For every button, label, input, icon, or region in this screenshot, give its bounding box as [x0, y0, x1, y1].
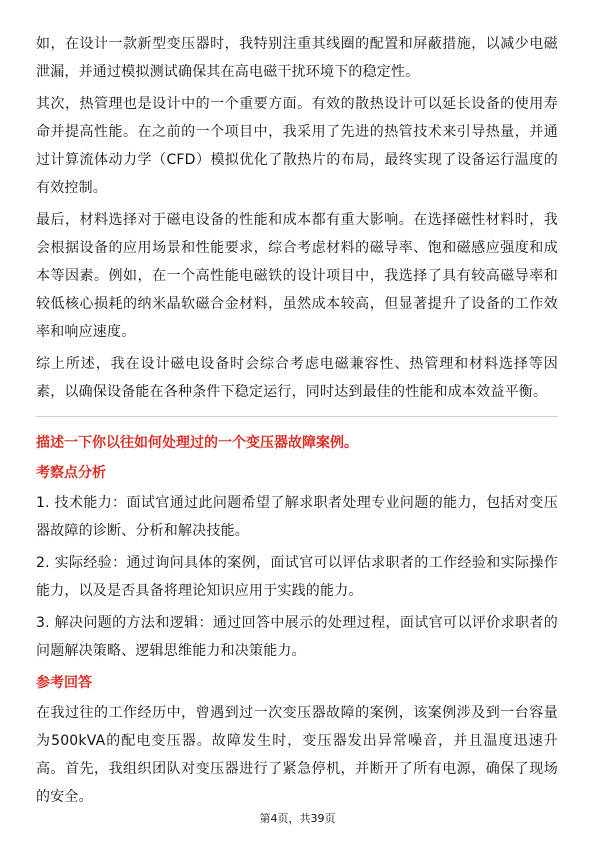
interview-question: 描述一下你以往如何处理过的一个变压器故障案例。	[36, 435, 358, 451]
answer-paragraph: 在我过往的工作经历中，曾遇到过一次变压器故障的案例，该案例涉及到一台容量为500kVA的配电变压器。故障发生时，变压器发出异常噪音，并且温度迅速升高。首先，我组织团队对变压器进行了紧急停机，并断开了所有电源，确保了现场的安全。	[36, 705, 558, 805]
document-page	[36, 30, 558, 815]
answer-heading: 参考回答	[36, 675, 92, 691]
analysis-point: 2. 实际经验：通过询问具体的案例，面试官可以评估求职者的工作经验和实际操作能力，以及是否具备将理论知识应用于实践的能力。	[36, 555, 558, 599]
paragraph: 如，在设计一款新型变压器时，我特别注重其线圈的配置和屏蔽措施，以减少电磁泄漏，并通过模拟测试确保其在高电磁干扰环境下的稳定性。	[36, 36, 558, 80]
paragraph: 其次，热管理也是设计中的一个重要方面。有效的散热设计可以延长设备的使用寿命并提高性能。在之前的一个项目中，我采用了先进的热管技术来引导热量，并通过计算流体动力学（CFD）模拟优化了散热片的布局，最终实现了设备运行温度的有效控制。	[36, 96, 558, 196]
paragraph: 综上所述，我在设计磁电设备时会综合考虑电磁兼容性、热管理和材料选择等因素，以确保设备能在各种条件下稳定运行，同时达到最佳的性能和成本效益平衡。	[36, 356, 558, 400]
section-divider	[36, 416, 558, 417]
analysis-heading: 考察点分析	[36, 465, 106, 481]
page-number-footer: 第4页，共39页	[259, 812, 336, 825]
analysis-point: 3. 解决问题的方法和逻辑：通过回答中展示的处理过程，面试官可以评价求职者的问题解决策略、逻辑思维能力和决策能力。	[36, 615, 558, 659]
paragraph: 最后，材料选择对于磁电设备的性能和成本都有重大影响。在选择磁性材料时，我会根据设备的应用场景和性能要求，综合考虑材料的磁导率、饱和磁感应强度和成本等因素。例如，在一个高性能电磁铁的设计项目中，我选择了具有较高磁导率和较低核心损耗的纳米晶软磁合金材料，虽然成本较高，但显著提升了设备的工作效率和响应速度。	[36, 212, 558, 340]
analysis-point: 1. 技术能力：面试官通过此问题希望了解求职者处理专业问题的能力，包括对变压器故障的诊断、分析和解决技能。	[36, 495, 558, 539]
